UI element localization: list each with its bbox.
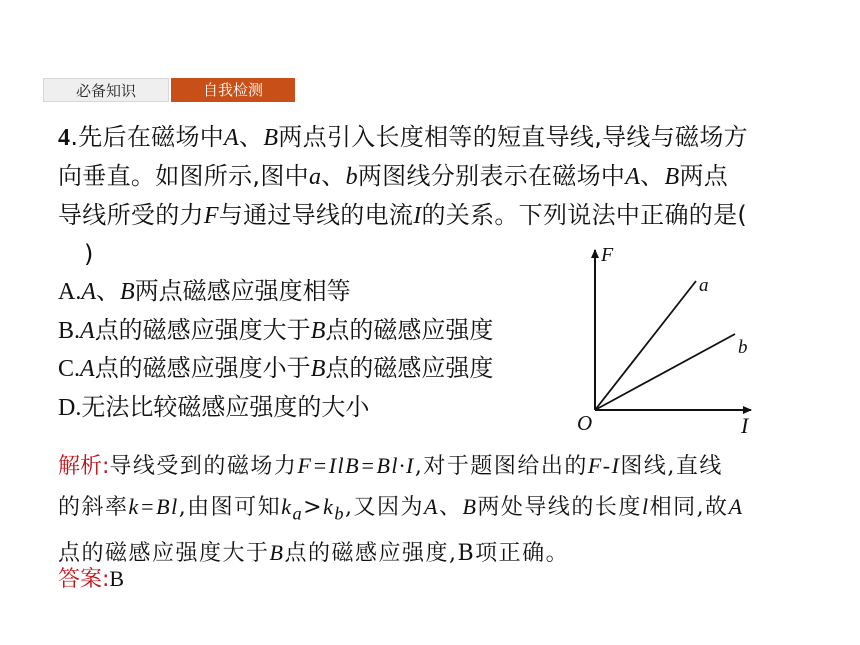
question-line-3	[58, 196, 818, 235]
q-var: F	[203, 203, 219, 229]
q-var: a	[308, 164, 322, 190]
q-text: 两图线分别表示在磁场中	[357, 162, 626, 190]
a-formula: F=IlB=Bl·I	[297, 453, 415, 478]
option-label: A.	[58, 279, 82, 305]
q-text: 导线所受的力	[58, 201, 204, 229]
q-var: A	[625, 164, 641, 190]
opt-var: B	[310, 356, 326, 382]
line-b	[595, 334, 735, 410]
opt-var: B	[120, 279, 135, 305]
a-subscript: b	[334, 503, 345, 524]
q-text: 的关系。下列说法中正确的是(	[421, 201, 748, 229]
opt-text: 、	[96, 277, 121, 305]
opt-var: A	[80, 356, 95, 382]
answer-value: B	[109, 566, 125, 591]
a-var: l	[641, 494, 650, 519]
opt-text: 无法比较磁感应强度的大小	[81, 392, 370, 421]
question-number: 4	[58, 125, 71, 151]
tab-required-knowledge[interactable]: 必备知识	[43, 78, 169, 102]
answer-label: 答案:	[58, 567, 110, 592]
question-line-1	[58, 118, 818, 157]
q-var: B	[263, 125, 279, 151]
axis-label-f: F	[601, 244, 614, 266]
analysis-line-1	[58, 446, 798, 487]
q-var: I	[413, 203, 422, 229]
option-a[interactable]	[58, 273, 493, 312]
opt-text: 点的磁感应强度	[325, 354, 494, 382]
q-text: 两点引入长度相等的短直导线,导线与磁场方	[278, 123, 748, 151]
opt-var: A	[80, 317, 95, 344]
opt-text: 点的磁感应强度小于	[94, 354, 311, 382]
a-text: 点的磁感应强度,B项正确。	[284, 541, 570, 567]
opt-text: 点的磁感应强度	[325, 315, 494, 344]
option-label: D.	[58, 394, 82, 421]
q-text: 、	[239, 123, 264, 151]
opt-text: 两点磁感应强度相等	[134, 277, 351, 305]
a-formula: k	[323, 494, 335, 519]
q-text: .先后在磁场中	[70, 123, 225, 151]
a-text: 点的磁感应强度大于	[58, 541, 270, 567]
q-text: 与通过导线的电流	[218, 201, 414, 229]
a-text: 导线受到的磁场力	[109, 454, 298, 479]
a-var: B	[269, 540, 285, 566]
a-formula: k=Bl	[128, 494, 179, 519]
a-formula: F-I	[587, 453, 621, 478]
option-label: C.	[58, 356, 81, 382]
opt-text: 点的磁感应强度大于	[94, 315, 311, 344]
question-line-2	[58, 157, 818, 196]
q-var: b	[345, 164, 358, 190]
option-b[interactable]	[58, 312, 493, 351]
q-text: 两点	[679, 162, 729, 190]
a-text: 相同,故	[649, 495, 729, 520]
line-a	[595, 281, 696, 410]
a-text: ,对于题图给出的	[414, 454, 588, 479]
a-text: ,由图可知	[178, 495, 282, 520]
analysis-line-2	[58, 487, 798, 533]
analysis-label: 解析:	[58, 454, 110, 479]
origin-label: O	[577, 411, 593, 435]
a-var: A	[728, 494, 744, 519]
question-text	[58, 118, 818, 235]
answer-line	[58, 564, 124, 595]
analysis-text	[58, 446, 798, 574]
q-var: A	[224, 125, 240, 151]
a-text: 、	[438, 495, 463, 520]
a-text: 图线,直线	[620, 454, 723, 479]
a-text: ,又因为	[345, 495, 424, 520]
a-text: 两处导线的长度	[477, 495, 642, 520]
option-d[interactable]	[58, 389, 493, 428]
a-formula: k	[281, 494, 293, 519]
q-text: 向垂直。如图所示,图中	[58, 162, 309, 190]
answer-paren-close: )	[84, 240, 94, 268]
a-text: 的斜率	[58, 495, 129, 520]
analysis-line-3	[58, 533, 798, 574]
q-var: B	[664, 164, 680, 190]
tab-self-test[interactable]: 自我检测	[171, 78, 295, 102]
a-var: A	[424, 494, 439, 519]
a-subscript: a	[292, 503, 304, 524]
q-text: 、	[321, 162, 346, 190]
f-i-graph	[575, 238, 775, 448]
opt-var: A	[81, 279, 97, 305]
line-label-b: b	[738, 337, 748, 358]
q-text: 、	[640, 162, 665, 190]
option-label: B.	[58, 317, 81, 344]
line-label-a: a	[699, 275, 709, 296]
axis-label-i: I	[741, 413, 749, 438]
option-c[interactable]	[58, 350, 493, 389]
a-text: >	[303, 495, 324, 520]
opt-var: B	[310, 317, 326, 344]
options-list	[58, 273, 493, 427]
a-var: B	[462, 494, 478, 519]
